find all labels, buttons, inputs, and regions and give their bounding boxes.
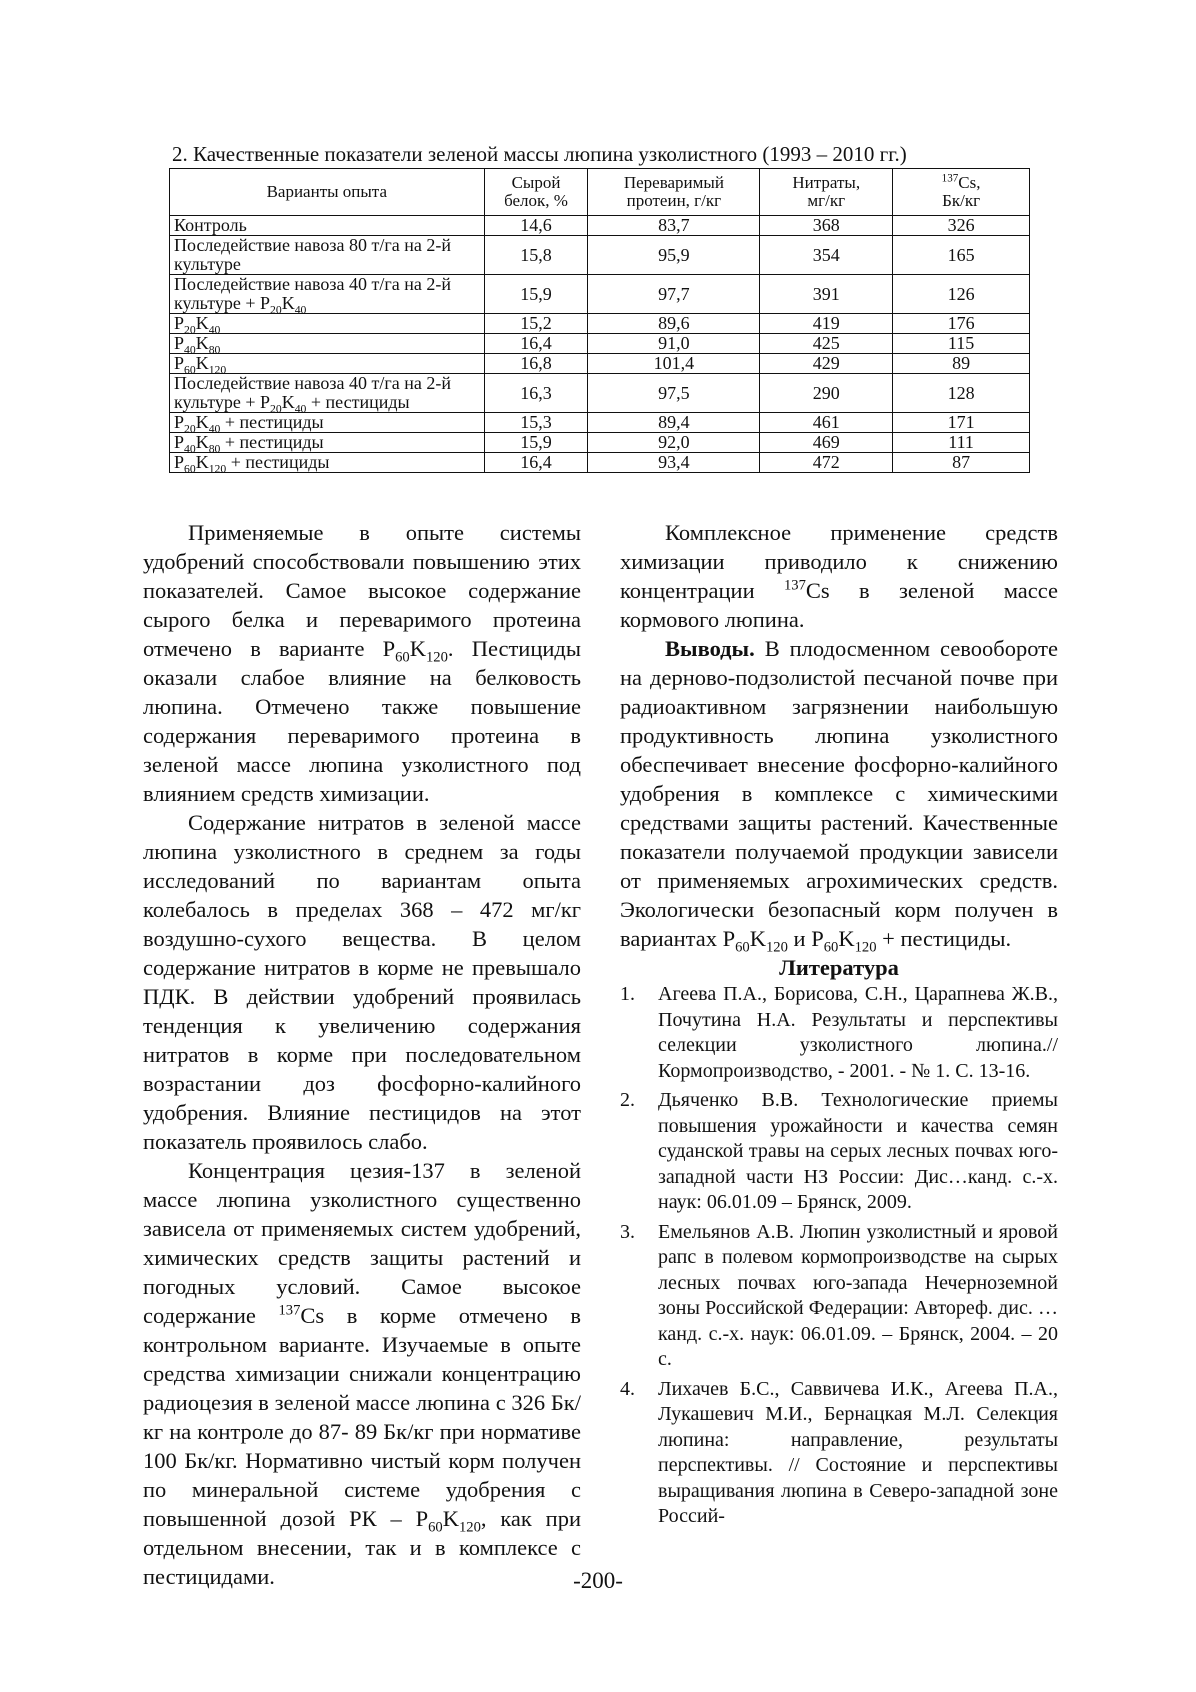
row-cesium: 165 (893, 236, 1030, 275)
row-nitrates: 472 (760, 453, 893, 473)
reference-item: 2. Дьяченко В.В. Технологические приемы повышения урожайности и качества семян суданской травы на серых лесных почвах юго-западной части НЗ России: Дис…канд. с.-х. наук: 06.01.09 – Брянск, 2009. (620, 1089, 1058, 1213)
row-digestible: 83,7 (588, 216, 760, 236)
row-digestible: 91,0 (588, 334, 760, 354)
row-nitrates: 461 (760, 413, 893, 433)
quality-table (169, 168, 1030, 476)
table-row (170, 413, 1030, 433)
row-nitrates: 469 (760, 433, 893, 453)
row-cesium: 171 (893, 413, 1030, 433)
header-nitrates: Нитраты, мг/кг (760, 169, 893, 216)
row-protein: 15,9 (484, 275, 588, 314)
row-protein: 14,6 (484, 216, 588, 236)
table-row (170, 354, 1030, 374)
row-digestible: 93,4 (588, 453, 760, 473)
row-cesium: 111 (893, 433, 1030, 453)
table-row (170, 374, 1030, 413)
row-variant: $P_{40}K_{80}$ + пестициды (170, 433, 485, 453)
header-protein: Сырой белок, % (484, 169, 588, 216)
references-title: Литература (779, 955, 899, 980)
row-protein: 15,9 (484, 433, 588, 453)
row-variant: $P_{20}K_{40}$ (170, 314, 485, 334)
row-digestible: 97,5 (588, 374, 760, 413)
row-variant: $P_{60}K_{120}$ (170, 354, 485, 374)
row-digestible: 95,9 (588, 236, 760, 275)
row-variant: $P_{60}K_{120}$ + пестициды (170, 453, 485, 473)
left-column (143, 518, 581, 1591)
table-row (170, 453, 1030, 473)
row-digestible: 89,4 (588, 413, 760, 433)
row-digestible: 89,6 (588, 314, 760, 334)
row-nitrates: 290 (760, 374, 893, 413)
row-nitrates: 391 (760, 275, 893, 314)
row-nitrates: 354 (760, 236, 893, 275)
paragraph: Концентрация цезия-137 в зеленой массе люпина узколистного существенно зависела от применяемых систем удобрений, химических средств защиты растений и погодных условий. Самое высокое содержание $^{137}$Cs в корме отмечено в контрольном варианте. Изучаемые в опыте средства химизации снижали концентрацию радиоцезия в зеленой массе люпина с 326 Бк/кг на контроле до 87- 89 Бк/кг при нормативе 100 Бк/кг. Нормативно чистый корм получен по минеральной системе удобрения с повышенной дозой РК – $P_{60}K_{120}$, как при отдельном внесении, так и в комплексе с пестицидами. (143, 1158, 582, 1589)
row-digestible: 101,4 (588, 354, 760, 374)
row-protein: 16,4 (484, 453, 588, 473)
row-cesium: 89 (893, 354, 1030, 374)
paragraph: Комплексное применение средств химизации приводило к снижению концентрации $^{137}$Cs в зеленой массе кормового люпина. (620, 520, 1059, 632)
row-cesium: 115 (893, 334, 1030, 354)
row-cesium: 87 (893, 453, 1030, 473)
table-row (170, 216, 1030, 236)
row-protein: 16,3 (484, 374, 588, 413)
row-nitrates: 419 (760, 314, 893, 334)
row-protein: 15,2 (484, 314, 588, 334)
table-header-row (170, 169, 1030, 216)
header-cesium: $^{137}$Cs, Бк/кг (893, 169, 1030, 216)
row-variant: $P_{20}K_{40}$ + пестициды (170, 413, 485, 433)
reference-item: 4. Лихачев Б.С., Саввичева И.К., Агеева П.А., Лукашевич М.И., Бернацкая М.Л. Селекция люпина: направление, результаты перспективы. // Состояние и перспективы выращивания люпина в Северо-западной зоне Россий- (620, 1377, 1058, 1527)
conclusions: Выводы. В плодосменном севообороте на дерново-подзолистой песчаной почве при радиоактивном загрязнении наибольшую продуктивность люпина узколистного обеспечивает внесение фосфорно-калийного удобрения в комплексе с химическими средствами защиты растений. Качественные показатели получаемой продукции зависели от применяемых агрохимических средств. Экологически безопасный корм получен в вариантах $P_{60}K_{120}$ и $P_{60}K_{120}$ + пестициды. (620, 636, 1058, 956)
table-row (170, 275, 1030, 314)
row-variant: Последействие навоза 80 т/га на 2-й культуре (170, 236, 485, 275)
reference-item: 1. Агеева П.А., Борисова, С.Н., Царапнева Ж.В., Почутина Н.А. Результаты и перспективы селекции узколистного люпина.// Кормопроизводство, - 2001. - № 1. С. 13-16. (620, 983, 1058, 1082)
row-variant: Последействие навоза 40 т/га на 2-й культуре + $P_{20}K_{40}$ (170, 275, 485, 314)
reference-item: 3. Емельянов А.В. Люпин узколистный и яровой рапс в полевом кормопроизводстве на сырых лесных почвах юго-запада Нечерноземной зоны Российской Федерации: Автореф. дис. … канд. с.-х. наук: 06.01.09. – Брянск, 2004. – 20 с. (620, 1220, 1058, 1370)
row-protein: 15,8 (484, 236, 588, 275)
conclusions-label: Выводы. (665, 636, 755, 661)
row-digestible: 92,0 (588, 433, 760, 453)
table-row (170, 433, 1030, 453)
row-variant: Контроль (170, 216, 485, 236)
paragraph: Применяемые в опыте системы удобрений способствовали повышению этих показателей. Самое высокое содержание сырого белка и переваримого протеина отмечено в варианте $P_{60}K_{120}$. Пестициды оказали слабое влияние на белковость люпина. Отмечено также повышение содержания переваримого протеина в зеленой массе люпина узколистного под влиянием средств химизации. (143, 520, 581, 806)
row-cesium: 326 (893, 216, 1030, 236)
row-protein: 16,8 (484, 354, 588, 374)
row-cesium: 176 (893, 314, 1030, 334)
page-number: -200- (573, 1568, 623, 1593)
table-caption: 2. Качественные показатели зеленой массы люпина узколистного (1993 – 2010 гг.) (172, 142, 907, 166)
row-variant: $P_{40}K_{80}$ (170, 334, 485, 354)
row-variant: Последействие навоза 40 т/га на 2-й культуре + $P_{20}K_{40}$ + пестициды (170, 374, 485, 413)
table-row (170, 236, 1030, 275)
header-digestible-protein: Переваримый протеин, г/кг (588, 169, 760, 216)
row-protein: 15,3 (484, 413, 588, 433)
row-digestible: 97,7 (588, 275, 760, 314)
table-row (170, 334, 1030, 354)
right-column (620, 518, 1058, 1534)
row-cesium: 128 (893, 374, 1030, 413)
row-nitrates: 368 (760, 216, 893, 236)
row-cesium: 126 (893, 275, 1030, 314)
paragraph: Содержание нитратов в зеленой массе люпина узколистного в среднем за годы исследований по вариантам опыта колебалось в пределах 368 – 472 мг/кг воздушно-сухого вещества. В целом содержание нитратов в корме не превышало ПДК. В действии удобрений проявилась тенденция к увеличению содержания нитратов в корме при последовательном возрастании доз фосфорно-калийного удобрения. Влияние пестицидов на этот показатель проявилось слабо. (143, 810, 581, 1154)
row-protein: 16,4 (484, 334, 588, 354)
row-nitrates: 429 (760, 354, 893, 374)
header-variant: Варианты опыта (170, 169, 485, 216)
row-nitrates: 425 (760, 334, 893, 354)
references-list (620, 982, 1058, 1530)
